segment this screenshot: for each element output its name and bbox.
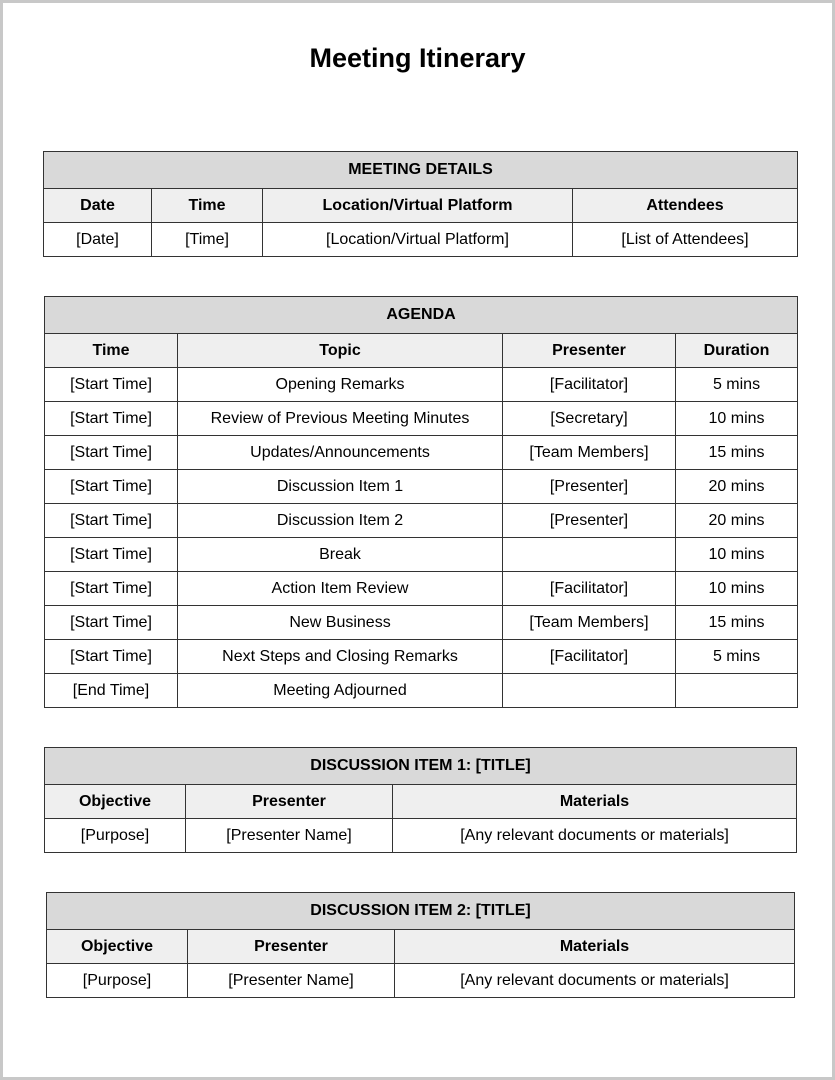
column-header-materials: Materials	[393, 785, 797, 819]
discussion-item-2-table	[46, 892, 795, 998]
table-row	[45, 572, 798, 606]
column-header-time: Time	[152, 189, 263, 223]
agenda-duration-cell	[676, 674, 798, 708]
agenda-time-cell: [End Time]	[45, 674, 178, 708]
agenda-duration-cell: 10 mins	[676, 572, 798, 606]
agenda-time-cell: [Start Time]	[45, 368, 178, 402]
agenda-header: AGENDA	[45, 297, 798, 334]
agenda-duration-cell: 5 mins	[676, 368, 798, 402]
table-row	[45, 640, 798, 674]
agenda-topic-cell: Meeting Adjourned	[178, 674, 503, 708]
agenda-presenter-cell: [Presenter]	[503, 504, 676, 538]
agenda-table	[44, 296, 798, 708]
agenda-topic-cell: Action Item Review	[178, 572, 503, 606]
table-row	[45, 538, 798, 572]
agenda-topic-cell: New Business	[178, 606, 503, 640]
agenda-topic-cell: Break	[178, 538, 503, 572]
table-row	[45, 470, 798, 504]
agenda-topic-cell: Discussion Item 1	[178, 470, 503, 504]
agenda-presenter-cell: [Presenter]	[503, 470, 676, 504]
agenda-duration-cell: 5 mins	[676, 640, 798, 674]
meeting-details-header: MEETING DETAILS	[44, 152, 798, 189]
agenda-duration-cell: 15 mins	[676, 606, 798, 640]
column-header-presenter: Presenter	[503, 334, 676, 368]
agenda-topic-cell: Discussion Item 2	[178, 504, 503, 538]
presenter-cell: [Presenter Name]	[186, 819, 393, 853]
table-row	[45, 819, 797, 853]
column-header-presenter: Presenter	[188, 930, 395, 964]
agenda-time-cell: [Start Time]	[45, 504, 178, 538]
agenda-presenter-cell	[503, 538, 676, 572]
discussion-item-1-column-headers	[45, 785, 797, 819]
agenda-time-cell: [Start Time]	[45, 538, 178, 572]
column-header-attendees: Attendees	[573, 189, 798, 223]
page-title: Meeting Itinerary	[309, 43, 526, 73]
agenda-topic-cell: Opening Remarks	[178, 368, 503, 402]
column-header-duration: Duration	[676, 334, 798, 368]
agenda-duration-cell: 10 mins	[676, 402, 798, 436]
table-row	[45, 368, 798, 402]
agenda-duration-cell: 15 mins	[676, 436, 798, 470]
agenda-time-cell: [Start Time]	[45, 572, 178, 606]
discussion-item-2-header: DISCUSSION ITEM 2: [TITLE]	[47, 893, 795, 930]
agenda-presenter-cell: [Team Members]	[503, 606, 676, 640]
column-header-date: Date	[44, 189, 152, 223]
agenda-presenter-cell	[503, 674, 676, 708]
objective-cell: [Purpose]	[45, 819, 186, 853]
discussion-item-1-header: DISCUSSION ITEM 1: [TITLE]	[45, 748, 797, 785]
agenda-time-cell: [Start Time]	[45, 640, 178, 674]
table-row	[45, 606, 798, 640]
agenda-time-cell: [Start Time]	[45, 402, 178, 436]
agenda-time-cell: [Start Time]	[45, 606, 178, 640]
attendees-cell: [List of Attendees]	[573, 223, 798, 257]
column-header-topic: Topic	[178, 334, 503, 368]
column-header-objective: Objective	[45, 785, 186, 819]
agenda-column-headers	[45, 334, 798, 368]
agenda-duration-cell: 10 mins	[676, 538, 798, 572]
table-row	[45, 674, 798, 708]
time-cell: [Time]	[152, 223, 263, 257]
meeting-details-column-headers	[44, 189, 798, 223]
table-row	[45, 504, 798, 538]
column-header-location: Location/Virtual Platform	[263, 189, 573, 223]
agenda-duration-cell: 20 mins	[676, 470, 798, 504]
agenda-presenter-cell: [Facilitator]	[503, 572, 676, 606]
agenda-topic-cell: Review of Previous Meeting Minutes	[178, 402, 503, 436]
agenda-time-cell: [Start Time]	[45, 436, 178, 470]
agenda-time-cell: [Start Time]	[45, 470, 178, 504]
table-row	[44, 223, 798, 257]
objective-cell: [Purpose]	[47, 964, 188, 998]
agenda-presenter-cell: [Facilitator]	[503, 368, 676, 402]
materials-cell: [Any relevant documents or materials]	[393, 819, 797, 853]
discussion-item-2-column-headers	[47, 930, 795, 964]
discussion-item-1-table	[44, 747, 797, 853]
presenter-cell: [Presenter Name]	[188, 964, 395, 998]
agenda-presenter-cell: [Facilitator]	[503, 640, 676, 674]
agenda-presenter-cell: [Team Members]	[503, 436, 676, 470]
meeting-details-table	[43, 151, 798, 257]
column-header-presenter: Presenter	[186, 785, 393, 819]
agenda-duration-cell: 20 mins	[676, 504, 798, 538]
location-cell: [Location/Virtual Platform]	[263, 223, 573, 257]
column-header-objective: Objective	[47, 930, 188, 964]
column-header-time: Time	[45, 334, 178, 368]
table-row	[45, 402, 798, 436]
agenda-presenter-cell: [Secretary]	[503, 402, 676, 436]
column-header-materials: Materials	[395, 930, 795, 964]
table-row	[45, 436, 798, 470]
date-cell: [Date]	[44, 223, 152, 257]
agenda-topic-cell: Updates/Announcements	[178, 436, 503, 470]
agenda-topic-cell: Next Steps and Closing Remarks	[178, 640, 503, 674]
materials-cell: [Any relevant documents or materials]	[395, 964, 795, 998]
table-row	[47, 964, 795, 998]
